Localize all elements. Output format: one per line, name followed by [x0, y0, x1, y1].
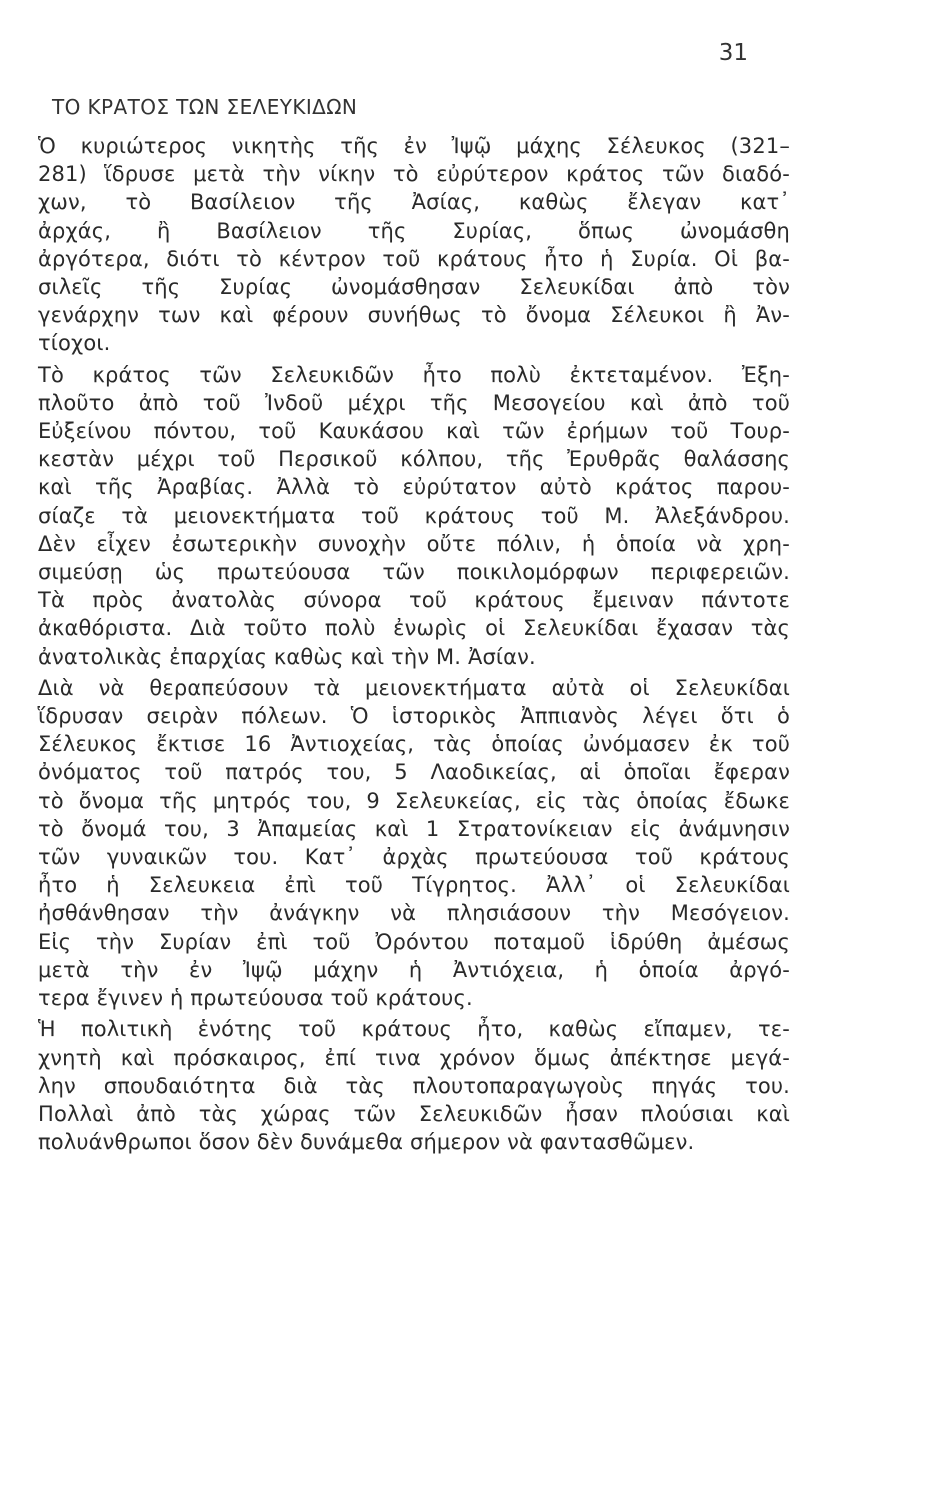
text-line: τίοχοι.: [38, 331, 111, 356]
text-line: χων, τὸ Βασίλειον τῆς Ἀσίας, καθὼς ἔλεγαν κατ᾽: [38, 190, 790, 215]
text-line: κεστὰν μέχρι τοῦ Περσικοῦ κόλπου, τῆς Ἐρυθρᾶς θαλάσσης: [38, 447, 790, 472]
body-text: [38, 132, 790, 1156]
text-line: ὀνόματος τοῦ πατρός του, 5 Λαοδικείας, αἱ ὁποῖαι ἔφεραν: [38, 760, 790, 785]
text-line: τερα ἔγινεν ἡ πρωτεύουσα τοῦ κράτους.: [38, 986, 473, 1011]
text-line: ἀκαθόριστα. Διὰ τοῦτο πολὺ ἐνωρὶς οἱ Σελευκίδαι ἔχασαν τὰς: [38, 616, 790, 641]
text-line: γενάρχην των καὶ φέρουν συνήθως τὸ ὄνομα Σέλευκοι ἢ Ἀν-: [38, 303, 790, 328]
text-line: ἀρχάς, ἢ Βασίλειον τῆς Συρίας, ὅπως ὠνομάσθη: [38, 218, 790, 243]
text-line: τῶν γυναικῶν του. Κατ᾽ ἀρχὰς πρωτεύουσα τοῦ κράτους: [38, 845, 790, 870]
text-line: ἀργότερα, διότι τὸ κέντρον τοῦ κράτους ἦτο ἡ Συρία. Οἱ βα-: [38, 246, 790, 271]
text-line: ἠσθάνθησαν τὴν ἀνάγκην νὰ πλησιάσουν τὴν Μεσόγειον.: [38, 901, 790, 926]
text-line: πλοῦτο ἀπὸ τοῦ Ἰνδοῦ μέχρι τῆς Μεσογείου καὶ ἀπὸ τοῦ: [38, 390, 790, 415]
text-line: σίαζε τὰ μειονεκτήματα τοῦ κράτους τοῦ Μ. Ἀλεξάνδρου.: [38, 503, 790, 528]
text-line: λην σπουδαιότητα διὰ τὰς πλουτοπαραγωγοὺς πηγάς του.: [38, 1073, 790, 1098]
text-line: σιλεῖς τῆς Συρίας ὠνομάσθησαν Σελευκίδαι ἀπὸ τὸν: [38, 275, 790, 300]
paragraph: [38, 1015, 790, 1156]
page-number: 31: [718, 40, 748, 66]
text-line: Ὁ κυριώτερος νικητὴς τῆς ἐν Ἰψῷ μάχης Σέλευκος (321–: [38, 134, 790, 158]
text-line: πολυάνθρωποι ὅσον δὲν δυνάμεθα σήμερον νὰ φαντασθῶμεν.: [38, 1130, 695, 1155]
text-line: καὶ τῆς Ἀραβίας. Ἀλλὰ τὸ εὐρύτατον αὐτὸ κράτος παρου-: [38, 475, 790, 500]
text-line: 281) ἵδρυσε μετὰ τὴν νίκην τὸ εὐρύτερον κράτος τῶν διαδό-: [38, 162, 790, 187]
text-line: χνητὴ καὶ πρόσκαιρος, ἐπί τινα χρόνον ὅμως ἀπέκτησε μεγά-: [38, 1045, 790, 1070]
text-line: Εὐξείνου πόντου, τοῦ Καυκάσου καὶ τῶν ἐρήμων τοῦ Τουρ-: [38, 419, 790, 444]
paragraph: [38, 674, 790, 1012]
text-line: Εἰς τὴν Συρίαν ἐπὶ τοῦ Ὀρόντου ποταμοῦ ἱδρύθη ἀμέσως: [38, 929, 790, 954]
text-line: ἵδρυσαν σειρὰν πόλεων. Ὁ ἱστορικὸς Ἀππιανὸς λέγει ὅτι ὁ: [38, 704, 790, 729]
text-line: Διὰ νὰ θεραπεύσουν τὰ μειονεκτήματα αὐτὰ οἱ Σελευκίδαι: [38, 675, 790, 700]
text-line: Δὲν εἶχεν ἐσωτερικὴν συνοχὴν οὔτε πόλιν, ἡ ὁποία νὰ χρη-: [38, 531, 790, 556]
text-line: σιμεύσῃ ὡς πρωτεύουσα τῶν ποικιλομόρφων περιφερειῶν.: [38, 560, 790, 585]
running-head: ΤΟ ΚΡΑΤΟΣ ΤΩΝ ΣΕΛΕΥΚΙΔΩΝ: [52, 95, 358, 119]
text-line: τὸ ὄνομα τῆς μητρός του, 9 Σελευκείας, εἰς τὰς ὁποίας ἔδωκε: [38, 788, 790, 813]
text-line: Ἡ πολιτικὴ ἑνότης τοῦ κράτους ἦτο, καθὼς εἴπαμεν, τε-: [38, 1017, 790, 1042]
text-line: μετὰ τὴν ἐν Ἰψῷ μάχην ἡ Ἀντιόχεια, ἡ ὁποία ἀργό-: [38, 957, 790, 982]
text-line: ἀνατολικὰς ἐπαρχίας καθὼς καὶ τὴν Μ. Ἀσίαν.: [38, 644, 536, 669]
text-line: τὸ ὄνομά του, 3 Ἀπαμείας καὶ 1 Στρατονίκειαν εἰς ἀνάμνησιν: [38, 816, 790, 841]
text-line: Πολλαὶ ἀπὸ τὰς χώρας τῶν Σελευκιδῶν ἦσαν πλούσιαι καὶ: [38, 1101, 790, 1126]
text-line: Τὰ πρὸς ἀνατολὰς σύνορα τοῦ κράτους ἔμειναν πάντοτε: [38, 588, 790, 613]
paragraph: [38, 361, 790, 671]
text-line: ἦτο ἡ Σελευκεια ἐπὶ τοῦ Τίγρητος. Ἀλλ᾽ οἱ Σελευκίδαι: [38, 873, 790, 898]
text-line: Τὸ κράτος τῶν Σελευκιδῶν ἦτο πολὺ ἐκτεταμένον. Ἐξη-: [38, 362, 790, 387]
paragraph: [38, 132, 790, 358]
text-line: Σέλευκος ἔκτισε 16 Ἀντιοχείας, τὰς ὁποίας ὠνόμασεν ἐκ τοῦ: [38, 732, 790, 757]
